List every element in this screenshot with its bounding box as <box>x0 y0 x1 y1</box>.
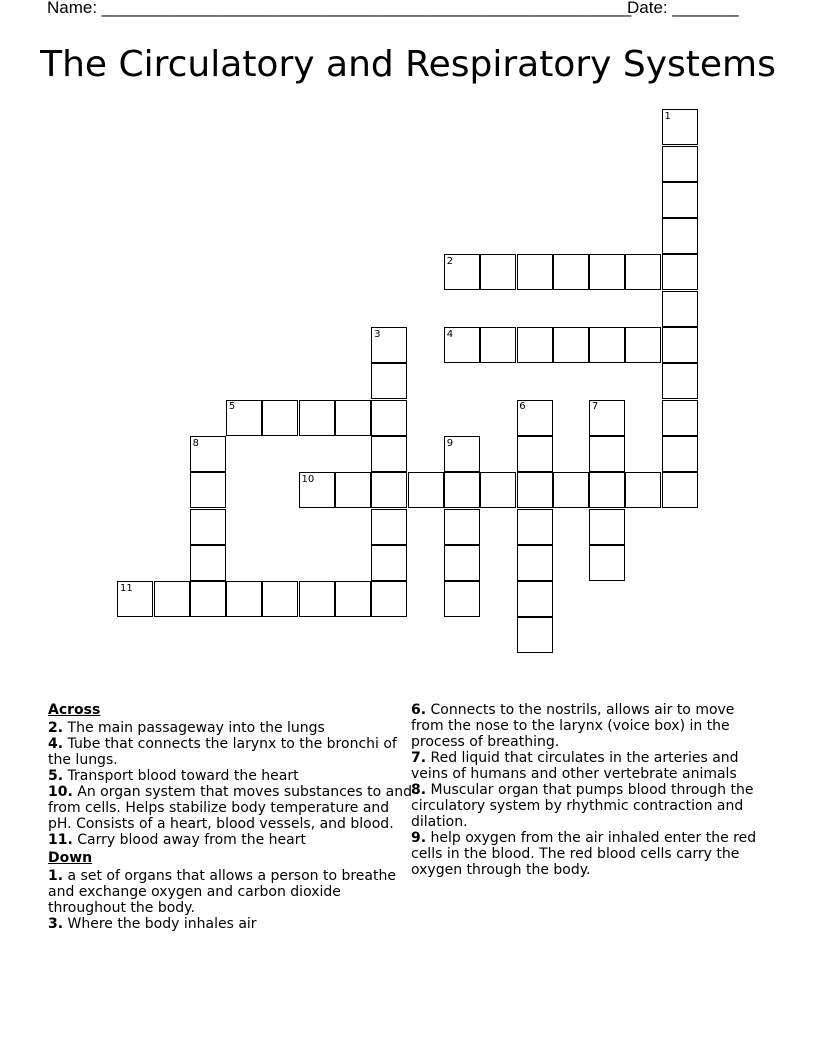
clue-number: 7. <box>411 750 427 766</box>
clue-number: 11. <box>48 832 73 848</box>
crossword-cell[interactable] <box>371 436 407 472</box>
down-heading: Down <box>48 850 93 866</box>
clue-text: a set of organs that allows a person to breathe and exchange oxygen and carbon dioxide throughout the body. <box>48 868 396 916</box>
down-clue-list-continued <box>411 702 771 878</box>
crossword-cell[interactable] <box>444 545 480 581</box>
clue-number: 2. <box>48 720 64 736</box>
crossword-cell[interactable] <box>480 472 516 508</box>
clue-number: 11 <box>120 582 133 594</box>
crossword-cell[interactable] <box>662 291 698 327</box>
crossword-cell[interactable] <box>662 327 698 363</box>
crossword-cell[interactable] <box>371 581 407 617</box>
crossword-cell[interactable] <box>226 581 262 617</box>
crossword-cell[interactable] <box>625 254 661 290</box>
clue-number: 5 <box>228 401 236 413</box>
across-clue <box>48 784 413 832</box>
crossword-cell[interactable] <box>371 472 407 508</box>
clue-number: 2 <box>446 256 454 268</box>
crossword-cell[interactable] <box>190 472 226 508</box>
clue-number: 8. <box>411 782 427 798</box>
crossword-cell[interactable] <box>517 254 553 290</box>
crossword-cell[interactable] <box>335 400 371 436</box>
down-clue-list <box>48 868 413 932</box>
crossword-cell[interactable] <box>371 363 407 399</box>
crossword-cell[interactable] <box>408 472 444 508</box>
crossword-cell[interactable] <box>517 327 553 363</box>
name-field[interactable]: Name: ________________________________________________________ <box>47 0 632 17</box>
crossword-cell[interactable] <box>335 581 371 617</box>
clues-right-column <box>411 702 771 878</box>
clue-text: Muscular organ that pumps blood through the circulatory system by rhythmic contraction and dilation. <box>411 782 754 830</box>
crossword-cell[interactable] <box>662 146 698 182</box>
crossword-cell[interactable] <box>589 472 625 508</box>
clue-number: 6. <box>411 702 427 718</box>
crossword-cell[interactable] <box>517 472 553 508</box>
crossword-cell[interactable] <box>335 472 371 508</box>
crossword-cell[interactable] <box>517 617 553 653</box>
crossword-cell[interactable] <box>190 581 226 617</box>
crossword-cell[interactable] <box>517 509 553 545</box>
crossword-cell[interactable] <box>589 254 625 290</box>
crossword-cell[interactable] <box>662 182 698 218</box>
crossword-cell[interactable] <box>444 472 480 508</box>
across-clue <box>48 832 413 848</box>
crossword-cell[interactable] <box>589 327 625 363</box>
crossword-cell[interactable] <box>662 436 698 472</box>
down-clue <box>411 782 771 830</box>
down-clue <box>411 750 771 782</box>
clue-number: 1. <box>48 868 64 884</box>
crossword-cell[interactable] <box>517 545 553 581</box>
clue-number: 9. <box>411 830 427 846</box>
crossword-cell[interactable] <box>662 218 698 254</box>
crossword-cell[interactable] <box>154 581 190 617</box>
clue-number: 10. <box>48 784 73 800</box>
clue-number: 9 <box>446 437 454 449</box>
crossword-cell[interactable] <box>444 509 480 545</box>
across-clue <box>48 720 413 736</box>
clue-text: Connects to the nostrils, allows air to move from the nose to the larynx (voice box) in the process of breathing. <box>411 702 735 750</box>
crossword-cell[interactable] <box>662 400 698 436</box>
crossword-cell[interactable] <box>517 581 553 617</box>
across-clue <box>48 768 413 784</box>
clue-text: The main passageway into the lungs <box>63 720 325 736</box>
crossword-cell[interactable] <box>589 436 625 472</box>
clue-number: 5. <box>48 768 64 784</box>
crossword-cell[interactable] <box>262 400 298 436</box>
crossword-cell[interactable] <box>190 545 226 581</box>
clue-number: 3 <box>374 328 381 340</box>
clue-number: 4 <box>446 328 454 340</box>
crossword-cell[interactable] <box>299 400 335 436</box>
down-clue <box>48 868 413 916</box>
crossword-cell[interactable] <box>480 327 516 363</box>
across-clue-list <box>48 720 413 848</box>
crossword-cell[interactable] <box>262 581 298 617</box>
crossword-cell[interactable] <box>371 545 407 581</box>
crossword-cell[interactable] <box>553 472 589 508</box>
clues-left-column <box>48 702 413 932</box>
crossword-cell[interactable] <box>589 509 625 545</box>
clue-number: 10 <box>301 474 315 485</box>
clue-text: Where the body inhales air <box>63 916 257 932</box>
crossword-cell[interactable] <box>625 327 661 363</box>
clue-number: 6 <box>519 401 526 413</box>
crossword-cell[interactable] <box>190 509 226 545</box>
clue-number: 8 <box>192 437 199 449</box>
clue-text: help oxygen from the air inhaled enter the red cells in the blood. The red blood cells carry the oxygen through the body. <box>411 830 757 878</box>
crossword-cell[interactable] <box>517 436 553 472</box>
across-heading: Across <box>48 702 101 718</box>
crossword-cell[interactable] <box>480 254 516 290</box>
down-clue <box>48 916 413 932</box>
date-field[interactable]: Date: _______ <box>627 0 739 17</box>
crossword-cell[interactable] <box>625 472 661 508</box>
crossword-cell[interactable] <box>371 400 407 436</box>
crossword-cell[interactable] <box>589 545 625 581</box>
clue-text: Transport blood toward the heart <box>63 768 299 784</box>
clue-number: 1 <box>664 111 671 122</box>
crossword-cell[interactable] <box>299 581 335 617</box>
crossword-cell[interactable] <box>371 509 407 545</box>
down-clue <box>411 702 771 750</box>
crossword-cell[interactable] <box>662 363 698 399</box>
clue-text: Tube that connects the larynx to the bronchi of the lungs. <box>48 736 397 768</box>
across-clue <box>48 736 413 768</box>
crossword-cell[interactable] <box>444 581 480 617</box>
clue-text: Red liquid that circulates in the arteries and veins of humans and other vertebrate animals <box>411 750 739 782</box>
crossword-cell[interactable] <box>662 472 698 508</box>
clue-number: 4. <box>48 736 64 752</box>
crossword-cell[interactable] <box>553 254 589 290</box>
clue-number: 3. <box>48 916 64 932</box>
page-title: The Circulatory and Respiratory Systems <box>40 44 776 85</box>
clue-number: 7 <box>591 401 599 413</box>
clue-text: An organ system that moves substances to and from cells. Helps stabilize body temperature and pH. Consists of a heart, blood vessels, and blood. <box>48 784 413 832</box>
down-clue <box>411 830 771 878</box>
crossword-cell[interactable] <box>662 254 698 290</box>
clue-text: Carry blood away from the heart <box>72 832 306 848</box>
crossword-cell[interactable] <box>553 327 589 363</box>
